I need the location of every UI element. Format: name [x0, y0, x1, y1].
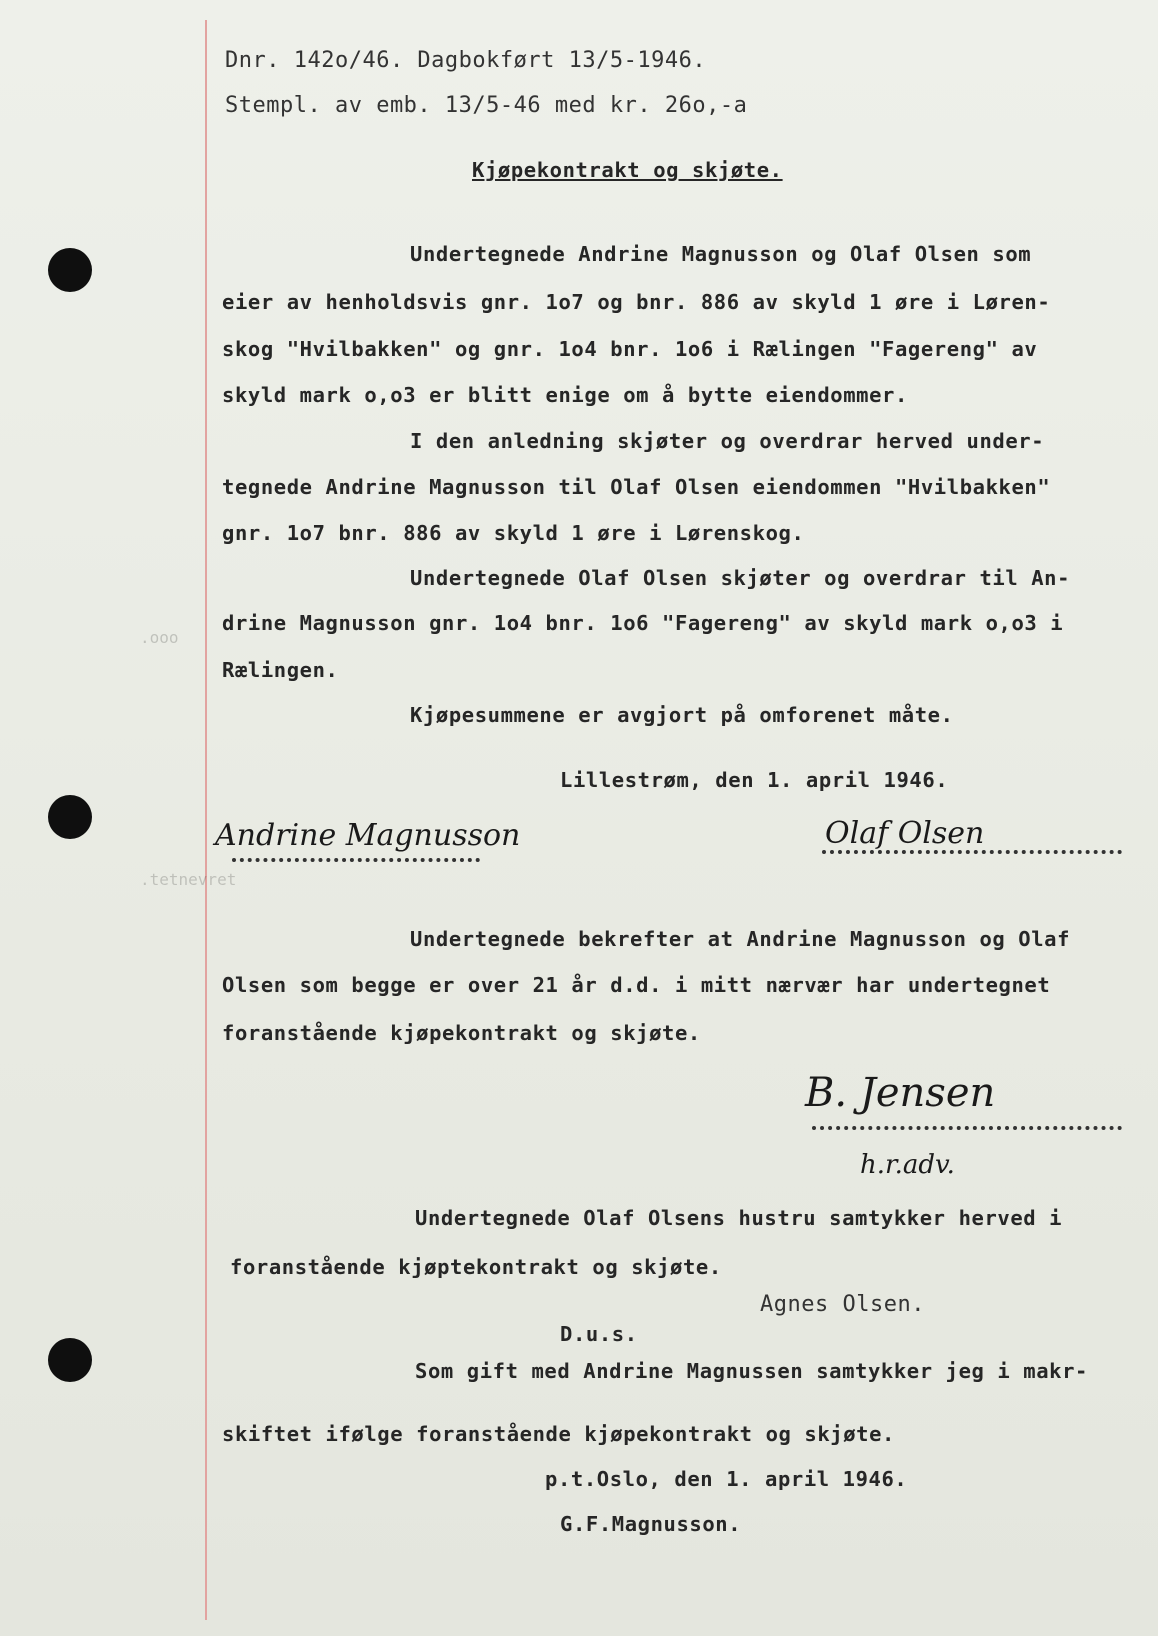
spouse-line: skiftet ifølge foranstående kjøpekontrakt og skjøte. [222, 1422, 895, 1446]
signature-andrine-magnusson: Andrine Magnusson [215, 818, 521, 853]
signature-line [812, 1126, 1122, 1130]
body-line: eier av henholdsvis gnr. 1o7 og bnr. 886 av skyld 1 øre i Løren- [222, 290, 1051, 314]
consent-line: foranstående kjøptekontrakt og skjøte. [230, 1255, 722, 1279]
spouse-line: Som gift med Andrine Magnussen samtykker jeg i makr- [415, 1359, 1088, 1383]
margin-line [205, 20, 207, 1620]
document-title: Kjøpekontrakt og skjøte. [472, 158, 783, 182]
witness-title: h.r.adv. [860, 1150, 955, 1180]
witness-line: foranstående kjøpekontrakt og skjøte. [222, 1021, 701, 1045]
signature-witness: B. Jensen [805, 1070, 996, 1116]
bleed-through-mark: .ooo [140, 628, 179, 647]
registry-number: Dnr. 142o/46. Dagbokført 13/5-1946. [225, 48, 707, 73]
witness-line: Olsen som begge er over 21 år d.d. i mitt nærvær har undertegnet [222, 973, 1051, 997]
body-line: drine Magnusson gnr. 1o4 bnr. 1o6 "Fagereng" av skyld mark o,o3 i [222, 611, 1064, 635]
signature-line [232, 858, 480, 862]
body-line: Undertegnede Andrine Magnusson og Olaf Olsen som [410, 242, 1032, 266]
body-line: skog "Hvilbakken" og gnr. 1o4 bnr. 1o6 i Rælingen "Fagereng" av [222, 337, 1038, 361]
punch-hole [48, 1338, 92, 1382]
signature-olaf-olsen: Olaf Olsen [825, 816, 985, 851]
body-line: I den anledning skjøter og overdrar herved under- [410, 429, 1045, 453]
consent-signature: Agnes Olsen. [760, 1292, 925, 1317]
spouse-heading: D.u.s. [560, 1322, 638, 1346]
body-line: Rælingen. [222, 658, 339, 682]
punch-hole [48, 795, 92, 839]
spouse-signature: G.F.Magnusson. [560, 1512, 742, 1536]
body-line: Undertegnede Olaf Olsen skjøter og overdrar til An- [410, 566, 1071, 590]
body-line: skyld mark o,o3 er blitt enige om å bytte eiendommer. [222, 383, 908, 407]
stamp-note: Stempl. av emb. 13/5-46 med kr. 26o,-a [225, 93, 748, 118]
bleed-through-mark: .tetnevret [140, 870, 237, 889]
consent-line: Undertegnede Olaf Olsens hustru samtykker herved i [415, 1206, 1063, 1230]
place-date: Lillestrøm, den 1. april 1946. [560, 768, 949, 792]
witness-line: Undertegnede bekrefter at Andrine Magnusson og Olaf [410, 927, 1071, 951]
body-line: Kjøpesummene er avgjort på omforenet måte. [410, 703, 954, 727]
spouse-place-date: p.t.Oslo, den 1. april 1946. [545, 1467, 908, 1491]
punch-hole [48, 248, 92, 292]
signature-line [822, 850, 1122, 854]
body-line: gnr. 1o7 bnr. 886 av skyld 1 øre i Lørenskog. [222, 521, 805, 545]
body-line: tegnede Andrine Magnusson til Olaf Olsen eiendommen "Hvilbakken" [222, 475, 1051, 499]
